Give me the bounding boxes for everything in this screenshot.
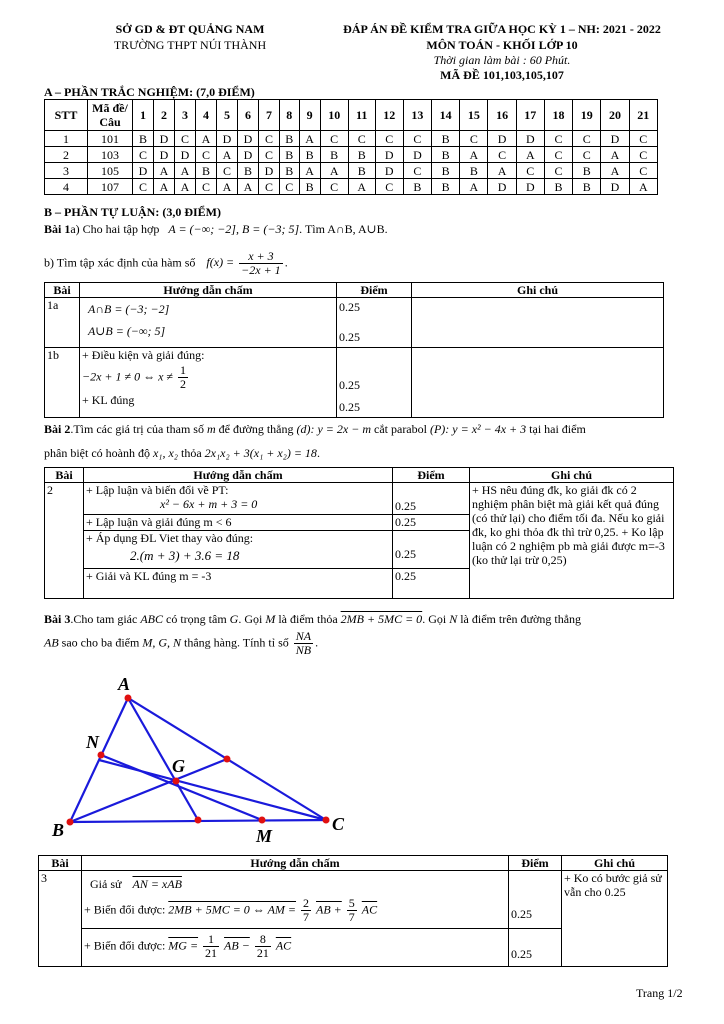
label-m: M	[256, 826, 273, 846]
dept-name: SỞ GD & ĐT QUẢNG NAM	[115, 22, 265, 36]
answer-cell: A	[516, 147, 544, 163]
t2-r1-eq: x² − 6x + m + 3 = 0	[160, 497, 258, 511]
col-code: Mã đề/ Câu	[88, 100, 133, 131]
t3-h-ghichu: Ghi chú	[562, 856, 668, 871]
row-stt: 3	[45, 163, 88, 179]
answer-cell: B	[299, 147, 320, 163]
answer-cell: C	[629, 131, 657, 147]
t2-r1-line1: + Lập luận và biến đổi về PT:	[86, 483, 229, 497]
answer-cell: A	[460, 147, 488, 163]
answer-cell: C	[375, 131, 403, 147]
answer-cell: A	[217, 147, 238, 163]
answer-cell: B	[280, 131, 300, 147]
answer-cell: B	[320, 147, 348, 163]
question-header: 9	[299, 100, 320, 131]
answer-cell: C	[175, 131, 196, 147]
answer-cell: A	[488, 163, 516, 179]
t1-r1-line2: A∪B = (−∞; 5]	[88, 324, 166, 338]
question-header: 4	[196, 100, 217, 131]
question-header: 3	[175, 100, 196, 131]
question-header: 8	[280, 100, 300, 131]
answer-cell: C	[259, 179, 280, 195]
answer-cell: D	[516, 131, 544, 147]
answer-cell: C	[460, 131, 488, 147]
t1-r1-note	[412, 298, 664, 348]
part-a-title: A – PHẦN TRẮC NGHIỆM: (7,0 ĐIỂM)	[44, 85, 255, 99]
answer-cell: C	[488, 147, 516, 163]
answer-cell: C	[403, 163, 431, 179]
answer-cell: C	[259, 147, 280, 163]
t2-r2-line: + Lập luận và giải đúng m < 6	[84, 515, 393, 531]
t2-r3-line1: + Áp dụng ĐL Viet thay vào đúng:	[86, 531, 254, 545]
question-header: 18	[544, 100, 572, 131]
question-header: 1	[133, 100, 154, 131]
answer-row	[45, 163, 658, 179]
answer-cell: C	[196, 147, 217, 163]
answer-row	[45, 179, 658, 195]
answer-cell: D	[375, 163, 403, 179]
label-b: B	[52, 820, 65, 840]
answer-cell: D	[601, 131, 629, 147]
question-header: 7	[259, 100, 280, 131]
answer-cell: C	[259, 131, 280, 147]
t3-note: + Ko có bước giả sử vẫn cho 0.25	[562, 871, 668, 967]
answer-cell: B	[432, 147, 460, 163]
answer-cell: A	[196, 131, 217, 147]
row-stt: 2	[45, 147, 88, 163]
answer-cell: B	[280, 147, 300, 163]
table-bai1	[44, 282, 664, 418]
t1-r1-line1: A∩B = (−3; −2]	[88, 302, 170, 316]
answer-cell: D	[154, 147, 175, 163]
label-c: C	[332, 814, 345, 834]
t3-h-bai: Bài	[39, 856, 82, 871]
row-stt: 4	[45, 179, 88, 195]
answer-cell: C	[516, 163, 544, 179]
answer-cell: A	[154, 163, 175, 179]
point-mid-ac	[224, 756, 231, 763]
t2-r3-eq: 2.(m + 3) + 3.6 = 18	[130, 548, 240, 563]
answer-cell: A	[175, 163, 196, 179]
t1-r2-eq: −2x + 1 ≠ 0 ⇔ x ≠ $\frac{1}{2}$	[82, 363, 187, 391]
answer-cell: C	[320, 131, 348, 147]
answer-cell: A	[629, 179, 657, 195]
answer-cell: D	[154, 131, 175, 147]
row-code: 101	[88, 131, 133, 147]
answer-cell: C	[217, 163, 238, 179]
t3-r1-line1: Giả sử AN = xAB	[90, 877, 182, 891]
row-code: 103	[88, 147, 133, 163]
answer-cell: A	[238, 179, 259, 195]
answer-cell: A	[154, 179, 175, 195]
answer-cell: B	[403, 179, 431, 195]
t1-r2-line3: + KL đúng	[82, 393, 135, 407]
answer-cell: B	[133, 131, 154, 147]
bai1-statement: Bài 1a) Cho hai tập hợp A = (−∞; −2], B = (−3; 5]. Tìm A∩B, A∪B.	[44, 222, 388, 236]
question-header: 14	[432, 100, 460, 131]
point-b	[67, 819, 74, 826]
answer-cell: D	[488, 131, 516, 147]
t1-h-hd: Hướng dẫn chấm	[80, 283, 337, 298]
answer-cell: D	[375, 147, 403, 163]
answer-cell: D	[133, 163, 154, 179]
answer-cell: C	[544, 163, 572, 179]
answer-cell: C	[544, 147, 572, 163]
question-header: 19	[573, 100, 601, 131]
t2-r2-score: 0.25	[393, 515, 470, 531]
t3-r2-score: 0.25	[511, 947, 532, 961]
point-g	[173, 778, 180, 785]
answer-cell: B	[432, 179, 460, 195]
median-c	[99, 760, 326, 820]
answer-cell: C	[544, 131, 572, 147]
col-stt: STT	[45, 100, 88, 131]
answer-cell: A	[460, 179, 488, 195]
answer-cell: B	[544, 179, 572, 195]
t2-r4-score: 0.25	[393, 569, 470, 599]
question-header: 5	[217, 100, 238, 131]
question-header: 13	[403, 100, 431, 131]
exam-title: ĐÁP ÁN ĐỀ KIỂM TRA GIỮA HỌC KỲ 1 – NH: 2021 - 2022	[343, 22, 661, 36]
answer-cell: D	[403, 147, 431, 163]
question-header: 16	[488, 100, 516, 131]
answer-cell: B	[432, 163, 460, 179]
answer-cell: A	[175, 179, 196, 195]
answer-cell: B	[432, 131, 460, 147]
time-line: Thời gian làm bài : 60 Phút.	[433, 53, 571, 67]
answer-cell: C	[133, 179, 154, 195]
t1-h-bai: Bài	[45, 283, 80, 298]
question-header: 11	[348, 100, 375, 131]
subject-line: MÔN TOÁN - KHỐI LỚP 10	[426, 38, 578, 52]
bai3-statement-2: AB sao cho ba điểm M, G, N thẳng hàng. Tính tỉ số $\frac{NA}{NB}$ .	[44, 629, 319, 657]
row-code: 107	[88, 179, 133, 195]
bai2-statement-2: phân biệt có hoành độ x₁, x₂ thỏa 2x₁x₂ + 3(x₁ + x₂) = 18.	[44, 446, 320, 460]
label-n: N	[86, 732, 99, 752]
answer-cell: C	[403, 131, 431, 147]
answer-cell: D	[217, 131, 238, 147]
answer-cell: B	[299, 179, 320, 195]
answer-cell: C	[133, 147, 154, 163]
answer-cell: B	[348, 163, 375, 179]
t1-r2-score1: 0.25	[339, 378, 360, 392]
answer-cell: C	[573, 131, 601, 147]
t1-r2-score2: 0.25	[339, 400, 360, 414]
question-header: 2	[154, 100, 175, 131]
answer-cell: B	[573, 179, 601, 195]
triangle-abc	[70, 698, 326, 822]
answer-cell: D	[259, 163, 280, 179]
t1-r1-score2: 0.25	[339, 330, 360, 344]
t1-r2-line1: + Điều kiện và giải đúng:	[82, 348, 205, 362]
answer-cell: C	[629, 163, 657, 179]
question-header: 10	[320, 100, 348, 131]
answer-cell: C	[320, 179, 348, 195]
point-n	[98, 752, 105, 759]
t2-r3-score: 0.25	[395, 547, 416, 561]
t2-note: + HS nêu đúng đk, ko giải đk có 2 nghiệm phân biệt mà giải kết quả đúng (có thử lại) cho điểm tối đa. Nếu ko giải đk, ko ghi thỏa đk thì trừ 0,25. + Ko lập luận có 2 nghiệm pb mà giải được m=-3 (ko thử lại trừ 0,25)	[470, 483, 674, 599]
answer-cell: D	[516, 179, 544, 195]
answer-table	[44, 99, 658, 195]
t1-h-diem: Điểm	[337, 283, 412, 298]
t3-h-hd: Hướng dẫn chấm	[82, 856, 509, 871]
point-m	[259, 817, 266, 824]
question-header: 20	[601, 100, 629, 131]
t2-r1-score: 0.25	[395, 499, 416, 513]
answer-row	[45, 131, 658, 147]
point-c	[323, 817, 330, 824]
part-b-title: B – PHẦN TỰ LUẬN: (3,0 ĐIỂM)	[44, 205, 221, 219]
triangle-figure	[40, 670, 370, 850]
answer-cell: D	[488, 179, 516, 195]
t2-h-hd: Hướng dẫn chấm	[84, 468, 393, 483]
question-header: 12	[375, 100, 403, 131]
bai1b-statement: b) Tìm tập xác định của hàm số f(x) = $\frac{x + 3}{-2x + 1}$ .	[44, 249, 288, 277]
answer-cell: B	[573, 163, 601, 179]
answer-row	[45, 147, 658, 163]
answer-cell: A	[299, 163, 320, 179]
answer-cell: B	[280, 163, 300, 179]
answer-cell: B	[196, 163, 217, 179]
t3-r1-score: 0.25	[511, 907, 532, 921]
answer-cell: D	[175, 147, 196, 163]
answer-cell: D	[238, 131, 259, 147]
t3-h-diem: Điểm	[509, 856, 562, 871]
table-bai3	[38, 855, 668, 967]
answer-cell: C	[348, 131, 375, 147]
question-header: 21	[629, 100, 657, 131]
answer-cell: A	[601, 147, 629, 163]
answer-cell: B	[460, 163, 488, 179]
answer-cell: B	[348, 147, 375, 163]
t1-r2-note	[412, 348, 664, 418]
question-header: 6	[238, 100, 259, 131]
t3-r2-line: + Biến đổi được: MG = $\frac{1}{21}$ AB − $\frac{8}{21}$ $\overline{AC}$	[84, 932, 292, 960]
answer-cell: A	[348, 179, 375, 195]
t2-r4-line: + Giải và KL đúng m = -3	[84, 569, 393, 599]
t2-h-bai: Bài	[45, 468, 84, 483]
t2-h-ghichu: Ghi chú	[470, 468, 674, 483]
median-b	[70, 759, 227, 822]
point-a	[125, 695, 132, 702]
row-stt: 1	[45, 131, 88, 147]
answer-cell: C	[375, 179, 403, 195]
answer-cell: A	[601, 163, 629, 179]
row-code: 105	[88, 163, 133, 179]
t1-r1-bai: 1a	[45, 298, 80, 348]
table-bai2	[44, 467, 674, 599]
answer-cell: D	[238, 147, 259, 163]
exam-codes: MÃ ĐỀ 101,103,105,107	[440, 68, 564, 82]
school-name: TRƯỜNG THPT NÚI THÀNH	[113, 38, 267, 52]
question-header: 15	[460, 100, 488, 131]
t3-r1-line2: + Biến đổi được: 2MB + 5MC = 0 ⇔ AM = $\frac{2}{7}$ AB + $\frac{5}{7}$ $\overline{AC}$	[84, 896, 378, 924]
t1-r2-bai: 1b	[45, 348, 80, 418]
point-mid-bc	[195, 817, 202, 824]
answer-cell: C	[196, 179, 217, 195]
median-a	[128, 698, 198, 820]
bai2-statement: Bài 2.Tìm các giá trị của tham số m để đường thẳng (d): y = 2x − m cắt parabol (P): y = x² − 4x + 3 tại hai điểm	[44, 422, 586, 436]
question-header: 17	[516, 100, 544, 131]
answer-cell: C	[573, 147, 601, 163]
answer-cell: C	[280, 179, 300, 195]
answer-cell: C	[629, 147, 657, 163]
bai3-statement: Bài 3.Cho tam giác ABC có trọng tâm G. Gọi M là điểm thỏa 2MB + 5MC = 0. Gọi N là điểm trên đường thẳng	[44, 612, 582, 626]
t2-bai: 2	[45, 483, 84, 599]
answer-cell: D	[601, 179, 629, 195]
page-number: Trang 1/2	[636, 986, 683, 1000]
t1-h-ghichu: Ghi chú	[412, 283, 664, 298]
t2-h-diem: Điểm	[393, 468, 470, 483]
answer-cell: A	[217, 179, 238, 195]
t1-r1-score1: 0.25	[339, 300, 360, 314]
answer-cell: A	[320, 163, 348, 179]
t3-bai: 3	[39, 871, 82, 967]
label-a: A	[118, 674, 131, 694]
label-g: G	[172, 756, 185, 776]
answer-cell: B	[238, 163, 259, 179]
answer-cell: A	[299, 131, 320, 147]
